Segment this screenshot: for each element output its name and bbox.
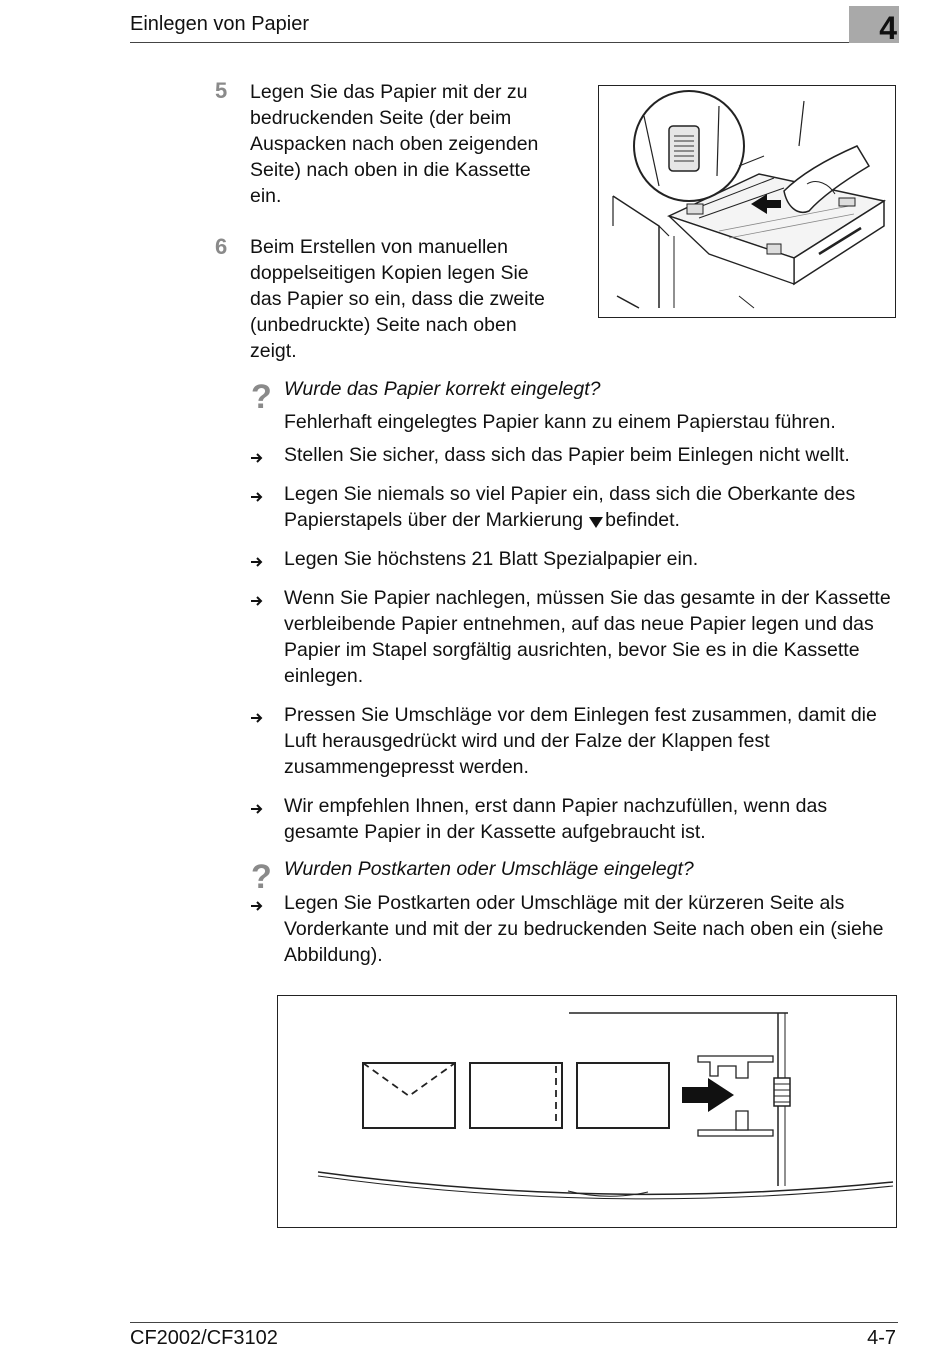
bullet-text: Wir empfehlen Ihnen, erst dann Papier nachzufüllen, wenn das gesamte Papier in der Kassette aufgebraucht ist. [284, 795, 828, 843]
bullet-arrow-icon [250, 594, 264, 608]
jam-warning-text: Fehlerhaft eingelegtes Papier kann zu einem Papierstau führen. [284, 411, 836, 433]
envelope-drawing [278, 996, 896, 1227]
chapter-number: 4 [879, 10, 897, 46]
question-paper-loaded: Wurde das Papier korrekt eingelegt? [284, 378, 601, 400]
question-icon: ? [251, 858, 272, 896]
bullet-text: Legen Sie niemals so viel Papier ein, dass sich die Oberkante des Papierstapels über der Markierung [284, 483, 856, 531]
bullet-text: Wenn Sie Papier nachlegen, müssen Sie das gesamte in der Kassette verbleibende Papier entnehmen, auf das neue Papier legen und das Papier im Stapel sorgfältig ausrichten, bevor Sie es in die Kassette einlegen. [284, 587, 891, 687]
bullet-text: Legen Sie höchstens 21 Blatt Spezialpapier ein. [284, 548, 699, 570]
footer-page-number: 4-7 [867, 1327, 896, 1349]
step-text-5: Legen Sie das Papier mit der zu bedruckenden Seite (der beim Auspacken nach oben zeigenden Seite) nach oben in die Kassette ein. [250, 81, 539, 207]
footer-divider [130, 1322, 898, 1323]
bullet-arrow-icon [250, 490, 264, 504]
footer-model: CF2002/CF3102 [130, 1327, 278, 1349]
bullet-text: Legen Sie Postkarten oder Umschläge mit der kürzeren Seite als Vorderkante und mit der zu bedruckenden Seite nach oben ein (siehe Abbildung). [284, 892, 884, 966]
fill-limit-mark-icon [589, 517, 603, 528]
chapter-tab [849, 6, 899, 46]
cassette-loading-illustration [598, 85, 896, 318]
question-postcards-envelopes: Wurden Postkarten oder Umschläge eingelegt? [284, 858, 694, 880]
bullet-text: Stellen Sie sicher, dass sich das Papier beim Einlegen nicht wellt. [284, 444, 850, 466]
bullet-arrow-icon [250, 899, 264, 913]
step-number-5: 5 [215, 78, 228, 103]
envelope-orientation-illustration [277, 995, 897, 1228]
step-number-6: 6 [215, 234, 228, 259]
step-text-6: Beim Erstellen von manuellen doppelseitigen Kopien legen Sie das Papier so ein, dass die zweite (unbedruckte) Seite nach oben zeigt. [250, 236, 545, 362]
bullet-text: Pressen Sie Umschläge vor dem Einlegen fest zusammen, damit die Luft herausgedrückt wird und der Falze der Klappen fest zusammengepresst werden. [284, 704, 877, 778]
header-divider [130, 42, 898, 43]
cassette-drawing [599, 86, 895, 317]
bullet-arrow-icon [250, 802, 264, 816]
header-title: Einlegen von Papier [130, 13, 310, 35]
bullet-text-continued: befindet. [605, 509, 680, 531]
question-icon: ? [251, 378, 272, 416]
bullet-arrow-icon [250, 711, 264, 725]
bullet-text-marking [284, 481, 904, 533]
bullet-arrow-icon [250, 555, 264, 569]
bullet-arrow-icon [250, 451, 264, 465]
